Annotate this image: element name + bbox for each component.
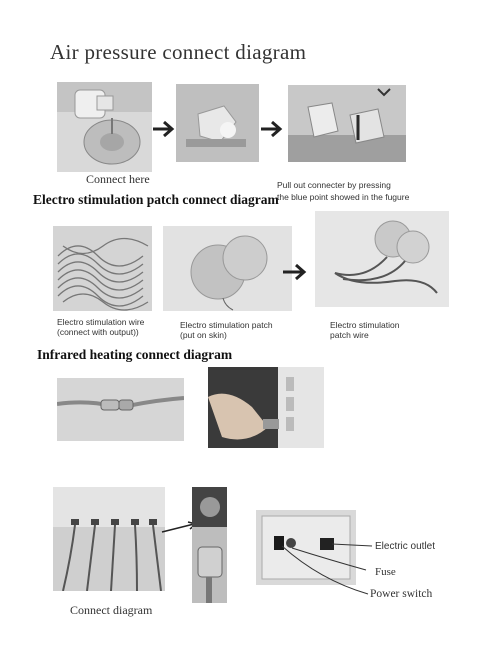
pointer-lines xyxy=(280,540,380,600)
connect-diagram-photo xyxy=(53,487,165,591)
electro-patch-caption-line2: (put on skin) xyxy=(180,330,227,340)
connector-closeup-photo xyxy=(192,487,227,603)
electro-patch-wire-photo xyxy=(315,211,449,307)
pull-out-caption-line2: the blue point showed in the fugure xyxy=(277,192,410,202)
electro-patch-caption-line1: Electro stimulation patch xyxy=(180,320,273,330)
electro-patch-wire-caption-line2: patch wire xyxy=(330,330,369,340)
electro-patch-caption xyxy=(180,320,273,340)
arrow-right-icon xyxy=(259,120,285,138)
electric-outlet-label: Electric outlet xyxy=(375,541,436,552)
infrared-plug-photo xyxy=(208,367,324,448)
connect-diagram-caption: Connect diagram xyxy=(70,603,153,617)
arrow-right-icon xyxy=(151,120,177,138)
infrared-heading: Infrared heating connect diagram xyxy=(37,347,233,362)
electro-heading: Electro stimulation patch connect diagram xyxy=(33,192,279,207)
electro-patch-wire-caption xyxy=(330,320,399,340)
air-connector-photo xyxy=(57,82,152,172)
electro-wire-caption-line1: Electro stimulation wire xyxy=(57,317,145,327)
connect-here-caption: Connect here xyxy=(86,172,150,186)
electro-wire-caption xyxy=(57,317,144,337)
pull-out-caption-line1: Pull out connecter by pressing xyxy=(277,180,391,190)
page-title: Air pressure connect diagram xyxy=(50,40,307,64)
air-connector-step2-photo xyxy=(176,84,259,162)
electro-patch-wire-caption-line1: Electro stimulation xyxy=(330,320,400,330)
fuse-label: Fuse xyxy=(375,566,396,578)
air-connector-pullout-photo xyxy=(288,85,406,162)
electro-wires-photo xyxy=(53,226,152,311)
power-switch-label: Power switch xyxy=(370,588,433,600)
arrow-right-icon xyxy=(281,263,309,281)
electro-patch-photo xyxy=(163,226,292,311)
electro-wire-caption-line2: (connect with output)) xyxy=(57,327,139,337)
infrared-cable-photo xyxy=(57,378,184,441)
